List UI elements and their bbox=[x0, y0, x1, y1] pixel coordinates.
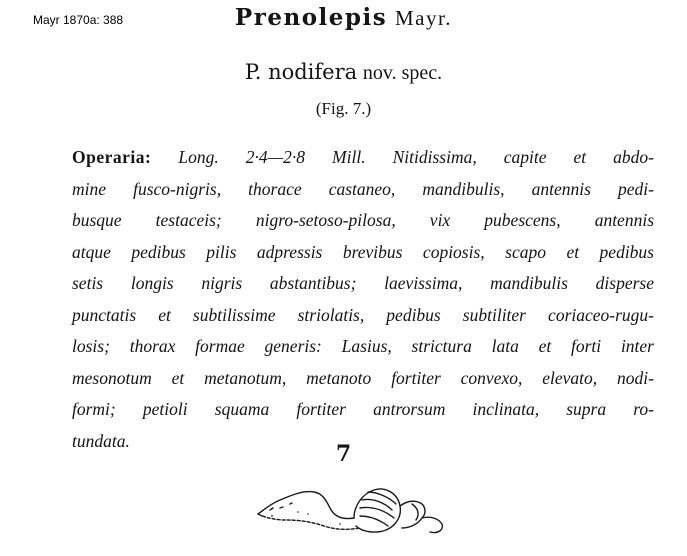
description-line: losis; thorax formae generis: Lasius, strictura lata et forti inter bbox=[72, 336, 654, 356]
stipple-dot bbox=[307, 513, 309, 515]
ant-petiole-drawing bbox=[250, 470, 450, 550]
node-striation bbox=[360, 516, 388, 526]
species-status: nov. spec. bbox=[362, 62, 443, 84]
caste-label: Operaria: bbox=[72, 147, 152, 167]
thorax-lower-outline bbox=[258, 514, 360, 529]
description-line: atque pedibus pilis adpressis brevibus copiosis, scapo et pedibus bbox=[72, 241, 654, 262]
genus-author: Mayr. bbox=[394, 6, 453, 30]
metanotum-outline bbox=[354, 489, 400, 532]
stipple-dot bbox=[339, 523, 341, 525]
description-line: punctatis et subtilissime striolatis, pedibus subtiliter coriaceo-rugu- bbox=[72, 304, 654, 325]
stipple-dot bbox=[261, 515, 263, 517]
description-line: tundata. bbox=[72, 430, 130, 451]
description-line: mesonotum et metanotum, metanoto fortiter convexo, elevato, nodi- bbox=[72, 367, 654, 388]
species-description bbox=[72, 142, 654, 457]
figure-reference: (Fig. 7.) bbox=[315, 99, 372, 118]
species-name: P. nodifera bbox=[244, 60, 358, 84]
gaster-outline bbox=[422, 517, 442, 532]
stipple-dot bbox=[297, 511, 299, 513]
thorax-outline bbox=[258, 492, 354, 519]
description-line: setis longis nigris abstantibus; laevissima, mandibulis disperse bbox=[72, 273, 654, 293]
stipple-dot bbox=[271, 515, 273, 517]
citation-label: Mayr 1870a: 388 bbox=[33, 13, 124, 27]
description-line bbox=[72, 142, 654, 174]
genus-heading bbox=[0, 4, 687, 31]
description-line: busque testaceis; nigro-setoso-pilosa, vix pubescens, antennis bbox=[72, 210, 654, 230]
petiole-squama-outline bbox=[400, 501, 425, 528]
description-line-text: Long. 2·4—2·8 Mill. Nitidissima, capite et abdo- bbox=[151, 147, 654, 167]
genus-name: Prenolepis bbox=[234, 4, 388, 31]
species-heading bbox=[0, 59, 687, 85]
figure-number: 7 bbox=[335, 441, 352, 467]
description-line: formi; petioli squama fortiter antrorsum inclinata, supra ro- bbox=[72, 399, 654, 419]
description-line: mine fusco-nigris, thorace castaneo, mandibulis, antennis pedi- bbox=[72, 178, 654, 199]
petiole-detail bbox=[412, 504, 418, 520]
